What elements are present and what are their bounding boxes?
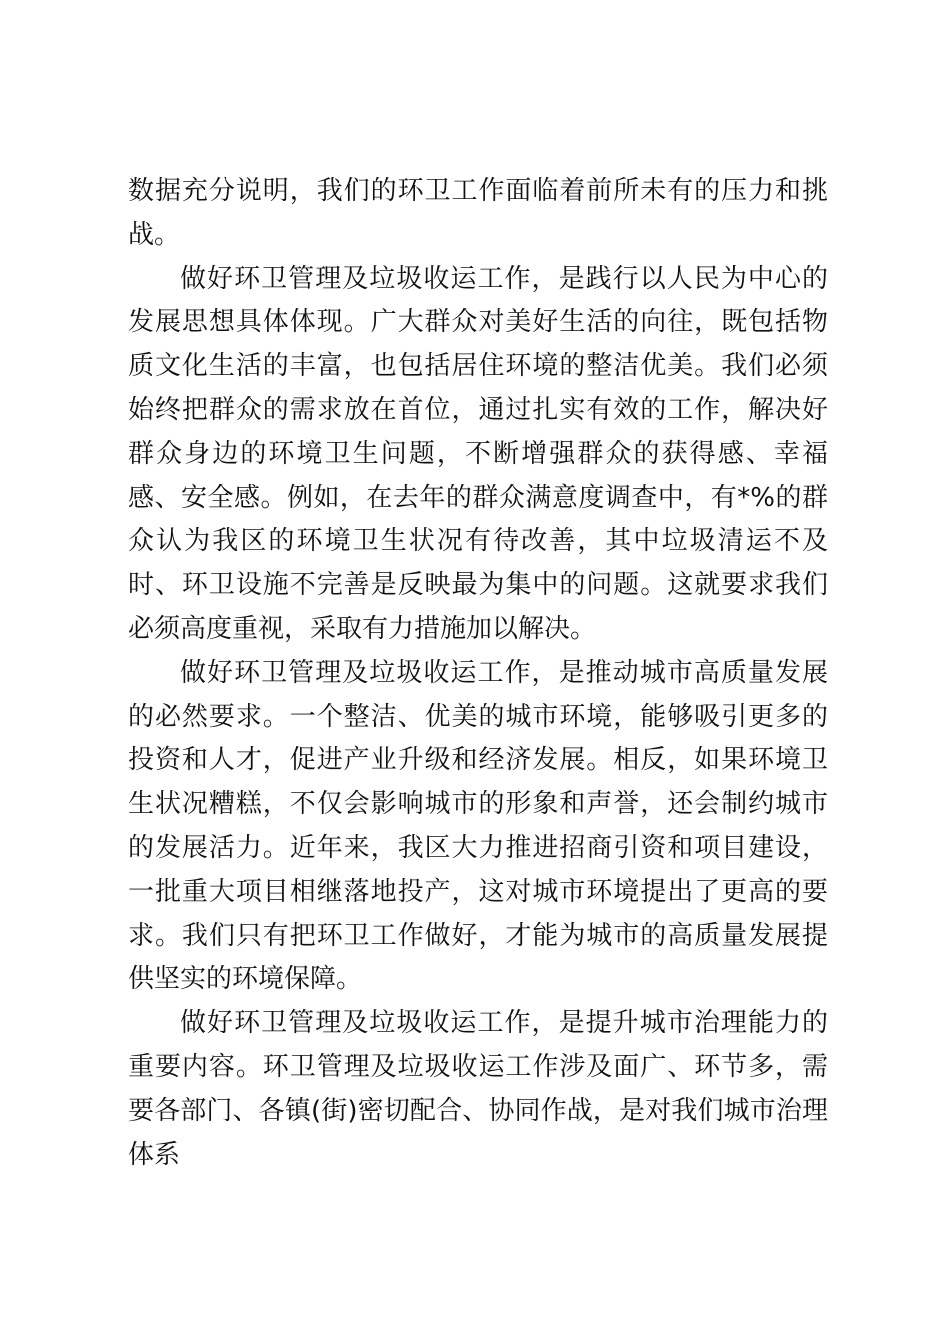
paragraph-high-quality-development: 做好环卫管理及垃圾收运工作，是推动城市高质量发展的必然要求。一个整洁、优美的城市环境，能够吸引更多的投资和人才，促进产业升级和经济发展。相反，如果环境卫生状况糟糕，不仅会影响城市的形象和声誉，还会制约城市的发展活力。近年来，我区大力推进招商引资和项目建设，一批重大项目相继落地投产，这对城市环境提出了更高的要求。我们只有把环卫工作做好，才能为城市的高质量发展提供坚实的环境保障。 bbox=[128, 657, 828, 995]
paragraph-continuation: 数据充分说明，我们的环卫工作面临着前所未有的压力和挑战。 bbox=[128, 176, 828, 250]
paragraph-governance-capacity: 做好环卫管理及垃圾收运工作，是提升城市治理能力的重要内容。环卫管理及垃圾收运工作涉及面广、环节多，需要各部门、各镇(街)密切配合、协同作战，是对我们城市治理体系 bbox=[128, 1008, 828, 1170]
document-body bbox=[128, 170, 828, 1177]
paragraph-people-centered: 做好环卫管理及垃圾收运工作，是践行以人民为中心的发展思想具体体现。广大群众对美好生活的向往，既包括物质文化生活的丰富，也包括居住环境的整洁优美。我们必须始终把群众的需求放在首位，通过扎实有效的工作，解决好群众身边的环境卫生问题，不断增强群众的获得感、幸福感、安全感。例如，在去年的群众满意度调查中，有*%的群众认为我区的环境卫生状况有待改善，其中垃圾清运不及时、环卫设施不完善是反映最为集中的问题。这就要求我们必须高度重视，采取有力措施加以解决。 bbox=[128, 263, 828, 644]
